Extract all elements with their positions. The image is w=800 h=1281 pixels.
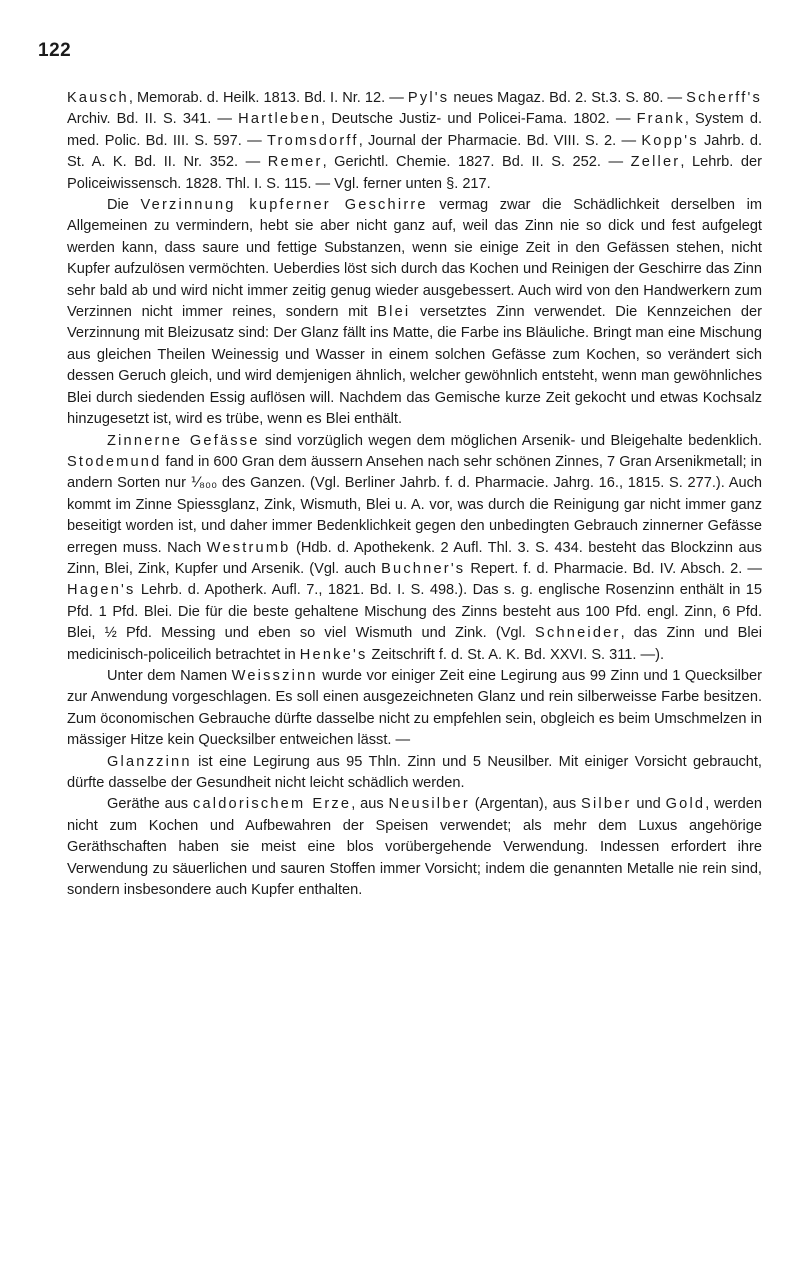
text-run: , Memorab. d. Heilk. 1813. Bd. I. Nr. 12. — bbox=[128, 90, 408, 106]
spaced-emphasis: Frank bbox=[636, 111, 685, 128]
spaced-emphasis: Buchner's bbox=[381, 560, 466, 577]
paragraph-references bbox=[67, 88, 762, 195]
spaced-emphasis: Weisszinn bbox=[231, 667, 318, 684]
text-run: , aus bbox=[351, 796, 389, 813]
text-run: Unter dem Namen bbox=[107, 667, 232, 684]
spaced-emphasis: Zinnerne Gefässe bbox=[107, 432, 260, 449]
text-run: , System d. med. Polic. Bd. III. S. 597. — bbox=[67, 111, 762, 149]
spaced-emphasis: Verzinnung kupferner Geschirre bbox=[140, 197, 428, 214]
text-run: neues Magaz. Bd. 2. St.3. S. 80. — bbox=[449, 90, 687, 106]
text-run: wurde vor einiger Zeit eine Legirung aus 99 Zinn und 1 Quecksilber zur Anwendung vorgeschlagen. Es soll einen ausgezeichneten Glanz und rein silberweisse Farbe besitzen. Zum öconomischen Gebrauche dürfte dasselbe nicht zu empfehlen sein, obgleich es beim Umschmelzen in mässiger Hitze kein Quecksilber entweichen lässt. — bbox=[67, 667, 762, 749]
text-run: (Hdb. d. Apothekenk. 2 Aufl. Thl. 3. S. 434. besteht das Blockzinn aus Zinn, Blei, Zink, Kupfer und Arsenik. (Vgl. auch bbox=[67, 539, 762, 577]
text-run: Archiv. Bd. II. S. 341. — bbox=[67, 111, 239, 128]
text-run: Geräthe aus bbox=[107, 796, 193, 813]
paragraph-geraethe bbox=[67, 794, 762, 901]
spaced-emphasis: Kopp's bbox=[641, 132, 699, 149]
spaced-emphasis: Gold bbox=[665, 796, 706, 813]
spaced-emphasis: Pyl's bbox=[407, 90, 450, 106]
text-run: , Gerichtl. Chemie. 1827. Bd. II. S. 252. — bbox=[322, 154, 631, 171]
spaced-emphasis: Hartleben bbox=[238, 111, 322, 128]
text-run: ist eine Legirung aus 95 Thln. Zinn und 5 Neusilber. Mit einiger Vorsicht gebraucht, dürfte dasselbe der Gesundheit nicht leicht schädlich werden. bbox=[67, 753, 762, 791]
text-body bbox=[67, 88, 762, 901]
spaced-emphasis: Zeller bbox=[630, 154, 681, 171]
text-run: , Deutsche Justiz- und Policei-Fama. 1802. — bbox=[321, 111, 637, 128]
text-run: Zeitschrift f. d. St. A. K. Bd. XXVI. S. 311. —). bbox=[367, 646, 665, 663]
paragraph-weisszinn bbox=[67, 666, 762, 752]
text-run: (Argentan), aus bbox=[469, 796, 582, 813]
spaced-emphasis: Neusilber bbox=[388, 796, 470, 813]
spaced-emphasis: Remer bbox=[267, 154, 323, 171]
page-number: 122 bbox=[38, 40, 72, 61]
text-run: Repert. f. d. Pharmacie. Bd. IV. Absch. 2. — bbox=[465, 560, 763, 577]
spaced-emphasis: Henke's bbox=[299, 646, 368, 663]
text-run: Lehrb. d. Apotherk. Aufl. 7., 1821. Bd. I. S. 498.). Das s. g. englische Rosenzinn enthält in 15 Pfd. 1 Pfd. Blei. Die für die beste gehaltene Mischung des Zinns besteht aus 100 Pfd. engl. Zinn, 6 Pfd. Blei, ½ Pfd. Messing und eben so viel Wismuth und Zink. (Vgl. bbox=[67, 582, 762, 642]
text-run: Die bbox=[107, 197, 141, 214]
text-run: fand in 600 Gran dem äussern Ansehen nach sehr schönen Zinnes, 7 Gran Arsenikmetall; in andern Sorten nur ⅟₈₀₀ des Ganzen. (Vgl. Berliner Jahrb. f. d. Pharmacie. Jahrg. 16., 1815. S. 277.). Auch kommt im Zinne Spiessglanz, Zink, Wismuth, Blei u. A. vor, was durch die Reinigung gar nicht immer ganz beseitigt worden ist, und daher immer Bedenklichkeit gegen den unbedingten Gebrauch zinnerner Gefässe erregen muss. Nach bbox=[67, 453, 762, 556]
spaced-emphasis: Schneider bbox=[535, 625, 621, 642]
text-run: und bbox=[631, 796, 666, 813]
paragraph-glanzzinn bbox=[67, 752, 762, 795]
spaced-emphasis: Scherff's bbox=[686, 90, 763, 106]
text-run: , Journal der Pharmacie. Bd. VIII. S. 2. — bbox=[358, 132, 642, 149]
text-run: versetztes Zinn verwendet. Die Kennzeichen der Verzinnung mit Bleizusatz sind: Der Glanz fällt ins Matte, die Farbe ins Bläuliche. Bringt man eine Mischung aus gleichen Theilen Weinessig und Wasser in einem solchen Gefässe zum Kochen, so verändert sich dessen Geruch gleich, und wird demjenigen ähnlich, welcher gewöhnlich entsteht, wenn man gewöhnliches Blei durch siedenden Essig auflösen will. Nachdem das Gemische kurze Zeit gekocht und etwas Kochsalz hinzugesetzt ist, wird es trübe, wenn es Blei enthält. bbox=[67, 304, 762, 428]
text-run: , das Zinn und Blei medicinisch-policeilich betrachtet in bbox=[67, 625, 762, 663]
spaced-emphasis: Silber bbox=[581, 796, 632, 813]
text-run: , werden nicht zum Kochen und Aufbewahren der Speisen verwendet; als mehr dem Luxus angehörige Geräthschaften haben sie meist eine blos vorübergehende Verwendung. Indessen erfordert ihre Verwendung zu säuerlichen und sauren Stoffen immer Vorsicht; indem die genannten Metalle nie rein sind, sondern insbesondere auch Kupfer enthalten. bbox=[67, 796, 762, 899]
spaced-emphasis: Tromsdorff bbox=[266, 132, 359, 149]
spaced-emphasis: Stodemund bbox=[67, 453, 162, 470]
text-run: Jahrb. d. St. A. K. Bd. II. Nr. 352. — bbox=[67, 132, 763, 171]
text-run: vermag zwar die Schädlichkeit derselben im Allgemeinen zu vermindern, hebt sie aber nicht ganz auf, weil das Zinn nie so dick und fest aufgelegt werden kann, dass saure und fettige Substanzen, wenn sie einige Zeit in den Gefässen stehen, nicht Kupfer aufzulösen vermöchten. Ueberdies löst sich durch das Kochen und Reinigen der Geschirre das Zinn sehr bald ab und wird nicht immer zeitig genug wieder ausgebessert. Auch wird von den Handwerkern zum Verzinnen nicht immer reines, sondern mit bbox=[67, 197, 763, 321]
spaced-emphasis: Blei bbox=[377, 304, 411, 321]
spaced-emphasis: Hagen's bbox=[67, 582, 136, 599]
text-run: sind vorzüglich wegen dem möglichen Arsenik- und Bleigehalte bedenklich. bbox=[259, 432, 762, 449]
spaced-emphasis: Kausch bbox=[67, 90, 129, 106]
paragraph-verzinnung bbox=[67, 195, 762, 430]
paragraph-zinnerne-gefaesse bbox=[67, 431, 762, 666]
text-run: , Lehrb. der Policeiwissensch. 1828. Thl. I. S. 115. — Vgl. ferner unten §. 217. bbox=[67, 154, 762, 192]
spaced-emphasis: Westrumb bbox=[206, 539, 291, 556]
spaced-emphasis: caldorischem Erze bbox=[192, 796, 352, 813]
spaced-emphasis: Glanzzinn bbox=[107, 753, 192, 770]
